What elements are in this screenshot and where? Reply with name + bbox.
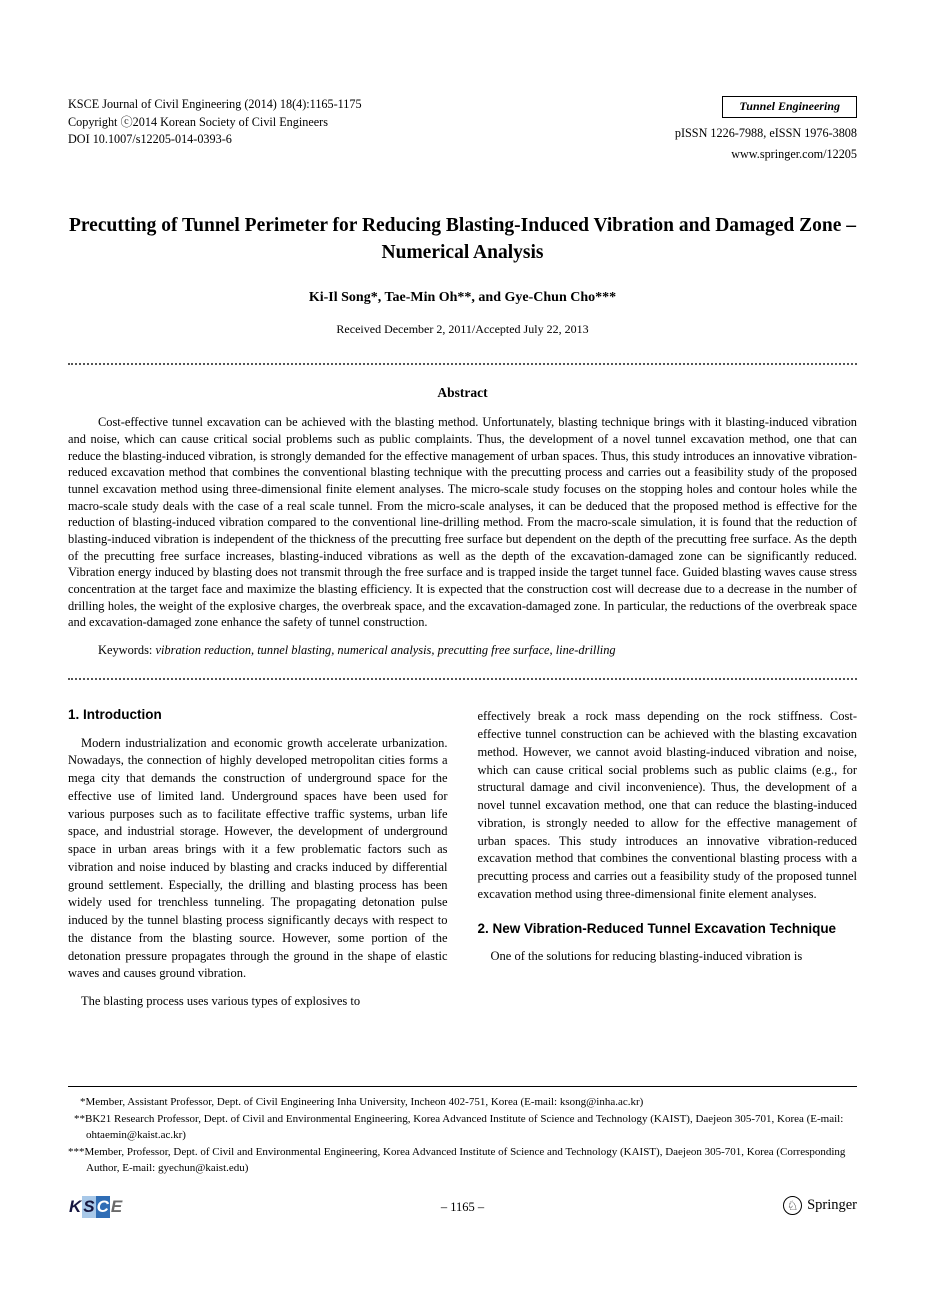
keywords-line xyxy=(68,643,857,658)
authors-line: Ki-Il Song*, Tae-Min Oh**, and Gye-Chun Cho*** xyxy=(308,290,617,306)
copyright-line: Copyright ⓒ2014 Korean Society of Civil Engineers xyxy=(68,114,328,129)
column-left xyxy=(68,706,448,1010)
section-2-heading: 2. New Vibration-Reduced Tunnel Excavation Technique xyxy=(477,920,837,936)
ksce-logo-letter: E xyxy=(110,1197,123,1216)
section-1-heading: 1. Introduction xyxy=(68,707,162,723)
keywords-label: Keywords: xyxy=(98,643,153,658)
journal-header-right xyxy=(675,96,857,164)
intro-paragraph-1: Modern industrialization and economic growth accelerate urbanization. Nowadays, the connection of highly developed metropolitan cities forms a mega city that demands the construction of underground space for the effective use of limited land. Underground spaces have been used for various purposes such as to facilitate effective traffic systems, urban life space, and industrial storage. However, the development of underground space in urban areas brings with it a few problematic factors such as vibration and noise induced by blasting and cracks induced by differential ground settlement. Especially, the drilling and blasting process has been widely used for trenchless tunneling. The propagating detonation pulse induced by the tunnel blasting process significantly decays with respect to the distance from the blasting source. However, some portion of the detonation pressure propagates through the ground in the shape of elastic waves and causes ground vibration. xyxy=(68,735,448,981)
abstract-text: Cost-effective tunnel excavation can be achieved with the blasting method. Unfortunately, blasting technique brings with it blasting-induced vibration and noise, which can cause critical social problems such as public complaints. Thus, the development of a novel tunnel excavation method, one that can reduce the blasting-induced vibration, is strongly demanded for the effective management of urban spaces. Thus, this study introduces an innovative vibration-reduced excavation method that combines the conventional blasting technique with the precutting process and carries out a feasibility study of the proposed tunnel excavation method using three-dimensional finite element analyses. The micro-scale study focuses on the stopping holes and contour holes while the macro-scale study deals with the case of a real scale tunnel. From the micro-scale analyses, it can be deduced that the proposed method is effective for the reduction of blasting-induced vibration compared to the conventional line-drilling method. From the macro-scale simulation, it is found that the reduction of blasting-induced vibration is independent of the thickness of the precutting free surface but dependent on the depth of the precutting free surface. As the depth of the precutting free surface increases, blasting-induced vibrations as well as the depth of the excavation-damaged zone can be significantly reduced. Vibration energy induced by blasting does not transmit through the free surface and is trapped inside the target tunnel face. Guided blasting waves cause stress concentration at the target face and maximize the blasting efficiency. It is expected that the construction cost will decrease due to a decrease in the number of drilling holes, the weight of the explosive charges, the overbreak space, and the excavation-damaged zone. In particular, the reductions of the overbreak space and excavation-damaged zone enhance the safety of tunnel construction. xyxy=(68,415,857,630)
footnote-author-1: *Member, Assistant Professor, Dept. of Civil Engineering Inha University, Incheon 402-751, Korea (E-mail: ksong@inha.ac.kr) xyxy=(80,1096,644,1108)
journal-header-left xyxy=(68,96,362,149)
springer-logo xyxy=(783,1196,857,1215)
intro-paragraph-2: The blasting process uses various types of explosives to xyxy=(81,994,361,1009)
received-accepted-line: Received December 2, 2011/Accepted July 22, 2013 xyxy=(336,322,589,337)
springer-horse-icon: ♘ xyxy=(783,1196,802,1215)
section-2-paragraph-1: One of the solutions for reducing blasting-induced vibration is xyxy=(490,948,803,963)
ksce-logo-letter: C xyxy=(96,1197,109,1216)
category-badge: Tunnel Engineering xyxy=(722,96,857,118)
issn-line: pISSN 1226-7988, eISSN 1976-3808 xyxy=(674,126,857,141)
keywords-text: vibration reduction, tunnel blasting, numerical analysis, precutting free surface, line-drilling xyxy=(155,643,616,658)
ksce-logo-letter: S xyxy=(83,1197,95,1216)
footnote-author-3: ***Member, Professor, Dept. of Civil and Environmental Engineering, Korea Advanced Institute of Science and Technology (KAIST), Daejeon 305-701, Korea (Corresponding Author, E-mail: gyechun@kaist.edu) xyxy=(68,1145,846,1174)
divider-dotted-bottom xyxy=(68,678,857,680)
doi-line: DOI 10.1007/s12205-014-0393-6 xyxy=(68,132,232,147)
ksce-logo-letter: K xyxy=(69,1197,82,1216)
springer-logo-text: Springer xyxy=(807,1197,857,1213)
body-columns xyxy=(68,706,857,1010)
footnotes xyxy=(68,1086,857,1177)
page-footer xyxy=(68,1196,857,1222)
paper-title: Precutting of Tunnel Perimeter for Reducing Blasting-Induced Vibration and Damaged Zone – Numerical Analysis xyxy=(68,214,857,264)
publisher-website: www.springer.com/12205 xyxy=(731,147,857,162)
journal-header xyxy=(68,96,857,164)
continued-paragraph: effectively break a rock mass depending on the rock stiffness. Cost-effective tunnel construction can be achieved with the blasting excavation method. However, we cannot avoid blasting-induced vibration and noise, which can cause critical social problems such as public claims (e.g., for structural damage and civil inconvenience). Thus, the development of a novel tunnel excavation method, one that can reduce the blasting-induced vibration, is strongly needed to allow for the effective management of urban spaces. This study introduces an innovative vibration-reduced excavation method that combines the conventional blasting process with a precutting process and carries out a feasibility study of the proposed tunnel excavation method using three-dimensional finite element analyses. xyxy=(477,709,857,901)
divider-dotted-top xyxy=(68,363,857,365)
abstract-heading: Abstract xyxy=(437,385,488,401)
footnote-author-2: **BK21 Research Professor, Dept. of Civil and Environmental Engineering, Korea Advanced Institute of Science and Technology (KAIST), Daejeon 305-701, Korea (E-mail: ohtaemin@kaist.ac.kr) xyxy=(74,1112,844,1141)
journal-citation-line: KSCE Journal of Civil Engineering (2014) 18(4):1165-1175 xyxy=(68,97,362,111)
column-right xyxy=(478,706,858,1010)
page-number: – 1165 – xyxy=(440,1200,485,1214)
